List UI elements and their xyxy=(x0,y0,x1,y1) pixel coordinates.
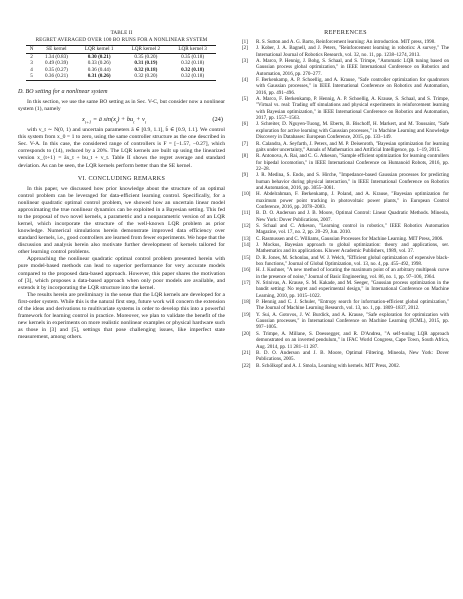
table-cell: 0.32 (0.20) xyxy=(123,73,170,80)
table-cell: 0.32 (0.18) xyxy=(169,73,216,80)
regret-table xyxy=(26,45,216,81)
reference-item xyxy=(242,223,449,236)
reference-index: [6] xyxy=(242,121,248,128)
reference-index: [5] xyxy=(242,96,248,103)
reference-item xyxy=(242,242,449,255)
table-header-cell: SE kernel xyxy=(37,46,76,54)
equation-formula: $x_{t+1}$ = ā $\sin(x_t) + bu_t + v_t$ xyxy=(82,116,147,125)
reference-item xyxy=(242,121,449,140)
table-cell: 0.35 (0.18) xyxy=(181,53,205,60)
reference-item xyxy=(242,210,449,223)
reference-list xyxy=(242,39,449,369)
conclusion-paragraph: Approaching the nonlinear quadratic optimal control problem presented herein with pure model-based methods can lead to superior performance for very accurate models compared to the proposed data-based approach. However, this paper shares the motivation of [3], which proposes a data-based approach when only poor models are available, and extends it by incorporating the LQR structure into the kernel. xyxy=(18,256,225,291)
reference-text: J. Kober, J. A. Bagnell, and J. Peters, "Reinforcement learning in robotics: A survey," The International Journal of Robotics Research, vol. 32, no. 11, pp. 1238–1274, 2013. xyxy=(256,45,449,58)
table-cell: 1.34 (0.83) xyxy=(45,53,68,60)
table-cell: 0.32 (0.18) xyxy=(181,60,205,67)
table-cell: 0.35 (0.20) xyxy=(134,53,158,60)
reference-item xyxy=(242,255,449,268)
reference-index: [2] xyxy=(242,45,248,52)
table-cell: 4 xyxy=(30,66,33,73)
table-header-cell: LQR kernel 1 xyxy=(76,46,123,54)
reference-item xyxy=(242,299,449,312)
reference-index: [21] xyxy=(242,349,251,356)
reference-index: [8] xyxy=(242,153,248,160)
reference-index: [9] xyxy=(242,172,248,179)
reference-index: [14] xyxy=(242,242,251,248)
table-header-cell: N xyxy=(26,46,37,54)
reference-text: H. J. Kushner, "A new method of locating the maximum point of an arbitrary multipeak curve in the presence of noise," Journal of Basic Engineering, vol. 86, no. 1, pp. 97–106, 1964. xyxy=(256,267,449,280)
reference-text: B. D. O. Anderson and J. B. Moore, Optimal Control: Linear Quadratic Methods. Mineola, New York: Dover Publications, 2007. xyxy=(256,210,449,223)
equation-number: (24) xyxy=(212,116,223,124)
reference-text: C. Rasmussen and C. Williams, Gaussian Processes for Machine Learning. MIT Press, 2006. xyxy=(256,235,444,242)
table-cell: 3 xyxy=(30,60,33,67)
reference-index: [20] xyxy=(242,330,251,337)
reference-index: [16] xyxy=(242,267,251,274)
table-cell: 0.32 (0.18) xyxy=(181,66,205,73)
reference-item xyxy=(242,363,449,369)
reference-index: [22] xyxy=(242,362,251,369)
reference-item xyxy=(242,267,449,280)
table-cell: 0.36 (0.44) xyxy=(87,66,111,73)
reference-item xyxy=(242,350,449,363)
reference-text: J. R. Medina, S. Endo, and S. Hirche, "Impedance-based Gaussian processes for predicting human behavior during physical interaction," in IEEE International Conference on Robotics and Automation, 2016, pp. 3055–3061. xyxy=(256,172,449,191)
table-cell: 2 xyxy=(30,53,33,60)
reference-item xyxy=(242,331,449,350)
reference-text: D. R. Jones, M. Schonlau, and W. J. Welch, "Efficient global optimization of expensive black-box functions," Journal of Global Optimization, vol. 13, no. 4, pp. 455–492, 1998. xyxy=(256,254,449,268)
reference-index: [4] xyxy=(242,77,248,84)
reference-text: S. Trimpe, A. Millane, S. Doessegger, and R. D'Andrea, "A self-tuning LQR approach demonstrated on an inverted pendulum," in IFAC World Congress, Cape Town, South Africa, Aug. 2014, pp. 11 281–11 287. xyxy=(256,330,449,350)
table-cell: 0.31 (0.26) xyxy=(76,73,123,80)
table-caption-number: TABLE II xyxy=(110,30,133,36)
reference-text: R. Calandra, A. Seyfarth, J. Peters, and M. P. Deisenroth, "Bayesian optimization for learning gaits under uncertainty," Annals of Mathematics and Artificial Intelligence, pp. 1–19, 2015. xyxy=(256,140,449,153)
reference-index: [1] xyxy=(242,39,248,45)
conclusions xyxy=(18,186,225,342)
reference-text: B. Schölkopf and A. J. Smola, Learning with kernels. MIT Press, 2002. xyxy=(256,362,401,369)
reference-item xyxy=(242,172,449,191)
reference-index: [17] xyxy=(242,280,251,287)
table-row xyxy=(26,73,216,80)
reference-item xyxy=(242,77,449,96)
reference-item xyxy=(242,312,449,331)
reference-text: H. Abdelrahman, F. Berkenkamp, J. Poland, and A. Krause, "Bayesian optimization for maximum power point tracking in photovoltaic power plants," in European Control Conference, 2016, pp. 2078–2083. xyxy=(256,191,449,210)
reference-item xyxy=(242,141,449,154)
reference-index: [19] xyxy=(242,311,251,318)
section-vi-heading: VI. CONCLUDING REMARKS xyxy=(77,175,166,182)
table-header-row xyxy=(26,46,216,54)
reference-item xyxy=(242,280,449,299)
table-cell: 0.35 (0.27) xyxy=(45,66,68,73)
reference-text: R. Antonova, A. Rai, and C. G. Atkeson, "Sample efficient optimization for learning controllers for bipedal locomotion," in IEEE International Conference on Humanoid Robots, 2016, pp. 22–28. xyxy=(256,153,449,172)
reference-text: N. Srinivas, A. Krause, S. M. Kakade, and M. Seeger, "Gaussian process optimization in the bandit setting: No regret and experimental design," in International Conference on Machine Learning, 2010, pp. 1015–1022. xyxy=(256,280,449,299)
reference-text: P. Hennig and C. J. Schuler, "Entropy search for information-efficient global optimization," The Journal of Machine Learning Research, vol. 13, no. 1, pp. 1809–1837, 2012. xyxy=(256,299,449,312)
equation-24 xyxy=(18,114,225,126)
references-heading: REFERENCES xyxy=(324,29,367,36)
section-d-paragraph-2: with v_t ∼ N(0, 1) and uncertain parameters ā ∈ [0.9, 1.1], b̄ ∈ [0.9, 1.1]. We control this system from x_0 = 1 to zero, using the same controller structure as the one described in Sec. V-A. In this case, the considered range of controllers is F = [−1.57, −0.27], which corresponds to (14), reduced by a 20%. The LQR kernels are built up using the linearized version x_{t+1} = āx_t + bu_t + v_t. Table II shows the regret average and standard deviation. As can be seen, the LQR kernels perform better than the SE kernel. xyxy=(18,127,225,169)
left-column xyxy=(18,30,225,341)
table-cell: 0.49 (0.39) xyxy=(45,60,68,67)
right-column xyxy=(242,30,449,369)
table-body xyxy=(26,53,216,80)
reference-index: [18] xyxy=(242,299,251,306)
reference-text: A. Marco, P. Hennig, J. Bohg, S. Schaal, and S. Trimpe, "Automatic LQR tuning based on Gaussian process global optimization," in IEEE International Conference on Robotics and Automation, 2016, pp. 270–277. xyxy=(256,58,449,77)
reference-item xyxy=(242,191,449,210)
reference-text: Y. Sui, A. Gotovos, J. W. Burdick, and A. Krause, "Safe exploration for optimization with Gaussian processes," in International Conference on Machine Learning (ICML), 2015, pp. 997–1005. xyxy=(256,311,449,331)
reference-text: B. D. O. Anderson and J. B. Moore, Optimal Filtering. Mineola, New York: Dover Publications, 2005. xyxy=(256,349,449,363)
table-cell: 0.30 (0.21) xyxy=(87,53,111,60)
table-cell: 0.32 (0.18) xyxy=(134,66,158,73)
reference-index: [15] xyxy=(242,254,251,261)
reference-item xyxy=(242,45,449,58)
reference-index: [11] xyxy=(242,210,251,217)
table-cell: 5 xyxy=(26,73,37,80)
reference-text: F. Berkenkamp, A. P. Schoellig, and A. Krause, "Safe controller optimization for quadrotors with Gaussian processes," in IEEE International Conference on Robotics and Automation, 2016, pp. 491–496. xyxy=(256,77,449,96)
table-header-cell: LQR kernel 2 xyxy=(123,46,170,54)
reference-item xyxy=(242,96,449,121)
conclusion-paragraph: The results herein are preliminary in the sense that the LQR kernels are developed for a first-order system. While this is the natural first step, future work will concern the extension of the ideas and derivations to multivariate systems in order to develop this into a powerful framework for learning control in practice. Moreover, we plan to validate the benefit of the new kernels in experiments on more realistic nonlinear examples or physical hardware such as those in [3] and [5], settings that pose challenging issues, like imperfect state measurement, among others. xyxy=(18,291,225,341)
reference-item xyxy=(242,58,449,77)
reference-index: [12] xyxy=(242,222,251,229)
table-header-cell: LQR kernel 3 xyxy=(169,46,216,54)
table-row xyxy=(26,60,216,67)
table-caption-title: REGRET AVERAGED OVER 100 BO RUNS FOR A NONLINEAR SYSTEM xyxy=(35,36,208,43)
reference-index: [7] xyxy=(242,140,248,147)
table-cell: 0.33 (0.26) xyxy=(87,60,111,67)
section-d-paragraph-1: In this section, we use the same BO setting as in Sec. V-C, but consider now a nonlinear system (1), namely xyxy=(18,98,225,113)
reference-index: [13] xyxy=(242,235,251,242)
reference-text: S. Schaal and C. Atkeson, "Learning control in robotics," IEEE Robotics Automation Magazine, vol. 17, no. 2, pp. 20–29, Jun. 2010. xyxy=(256,222,449,236)
table-cell: 0.36 (0.21) xyxy=(37,73,76,80)
reference-index: [3] xyxy=(242,58,248,65)
reference-text: J. Mockus, Bayesian approach to global optimization: theory and applications, ser. Mathematics and its applications. Kluwer Academic Publishers, 1989, vol. 37. xyxy=(256,242,449,255)
table-cell: 0.31 (0.19) xyxy=(134,60,158,67)
section-d-heading: D. BO setting for a nonlinear system xyxy=(18,88,108,95)
conclusion-paragraph: In this paper, we discussed how prior knowledge about the structure of an optimal control problem can be leveraged for data-efficient learning control. Specifically, for a nonlinear quadratic optimal control problem, we showed how an uncertain linear model approximating the true nonlinear dynamics can be exploited in a Bayesian setting. This fed to the proposal of two novel kernels, a parametric and a nonparametric version of an LQR kernel, which incorporate the structure of the well-known LQR problem as prior knowledge. Numerical simulations herein demonstrate improved data efficiency over standard kernels, i.e., good controllers are learned from fewer experiments. We hope that the discussion and analysis herein also motivate further development of kernels tailored for other learning control problems. xyxy=(18,185,225,256)
reference-text: A. Marco, F. Berkenkamp, P. Hennig, A. P. Schoellig, A. Krause, S. Schaal, and S. Trimpe, "Virtual vs. real: Trading off simulations and physical experiments in reinforcement learning with Bayesian optimization," in IEEE International Conference on Robotics and Automation, 2017, pp. 1557–1563. xyxy=(256,96,449,122)
reference-text: J. Schreiter, D. Nguyen-Tuong, M. Eberts, B. Bischoff, H. Markert, and M. Toussaint, "Safe exploration for active learning with Gaussian processes," in Machine Learning and Knowledge Discovery in Databases: European Conference, 2015, pp. 133–149. xyxy=(256,121,449,141)
reference-index: [10] xyxy=(242,191,251,198)
reference-item xyxy=(242,153,449,172)
reference-text: R. S. Sutton and A. G. Barto, Reinforcement learning: An introduction. MIT press, 1998. xyxy=(256,39,436,45)
